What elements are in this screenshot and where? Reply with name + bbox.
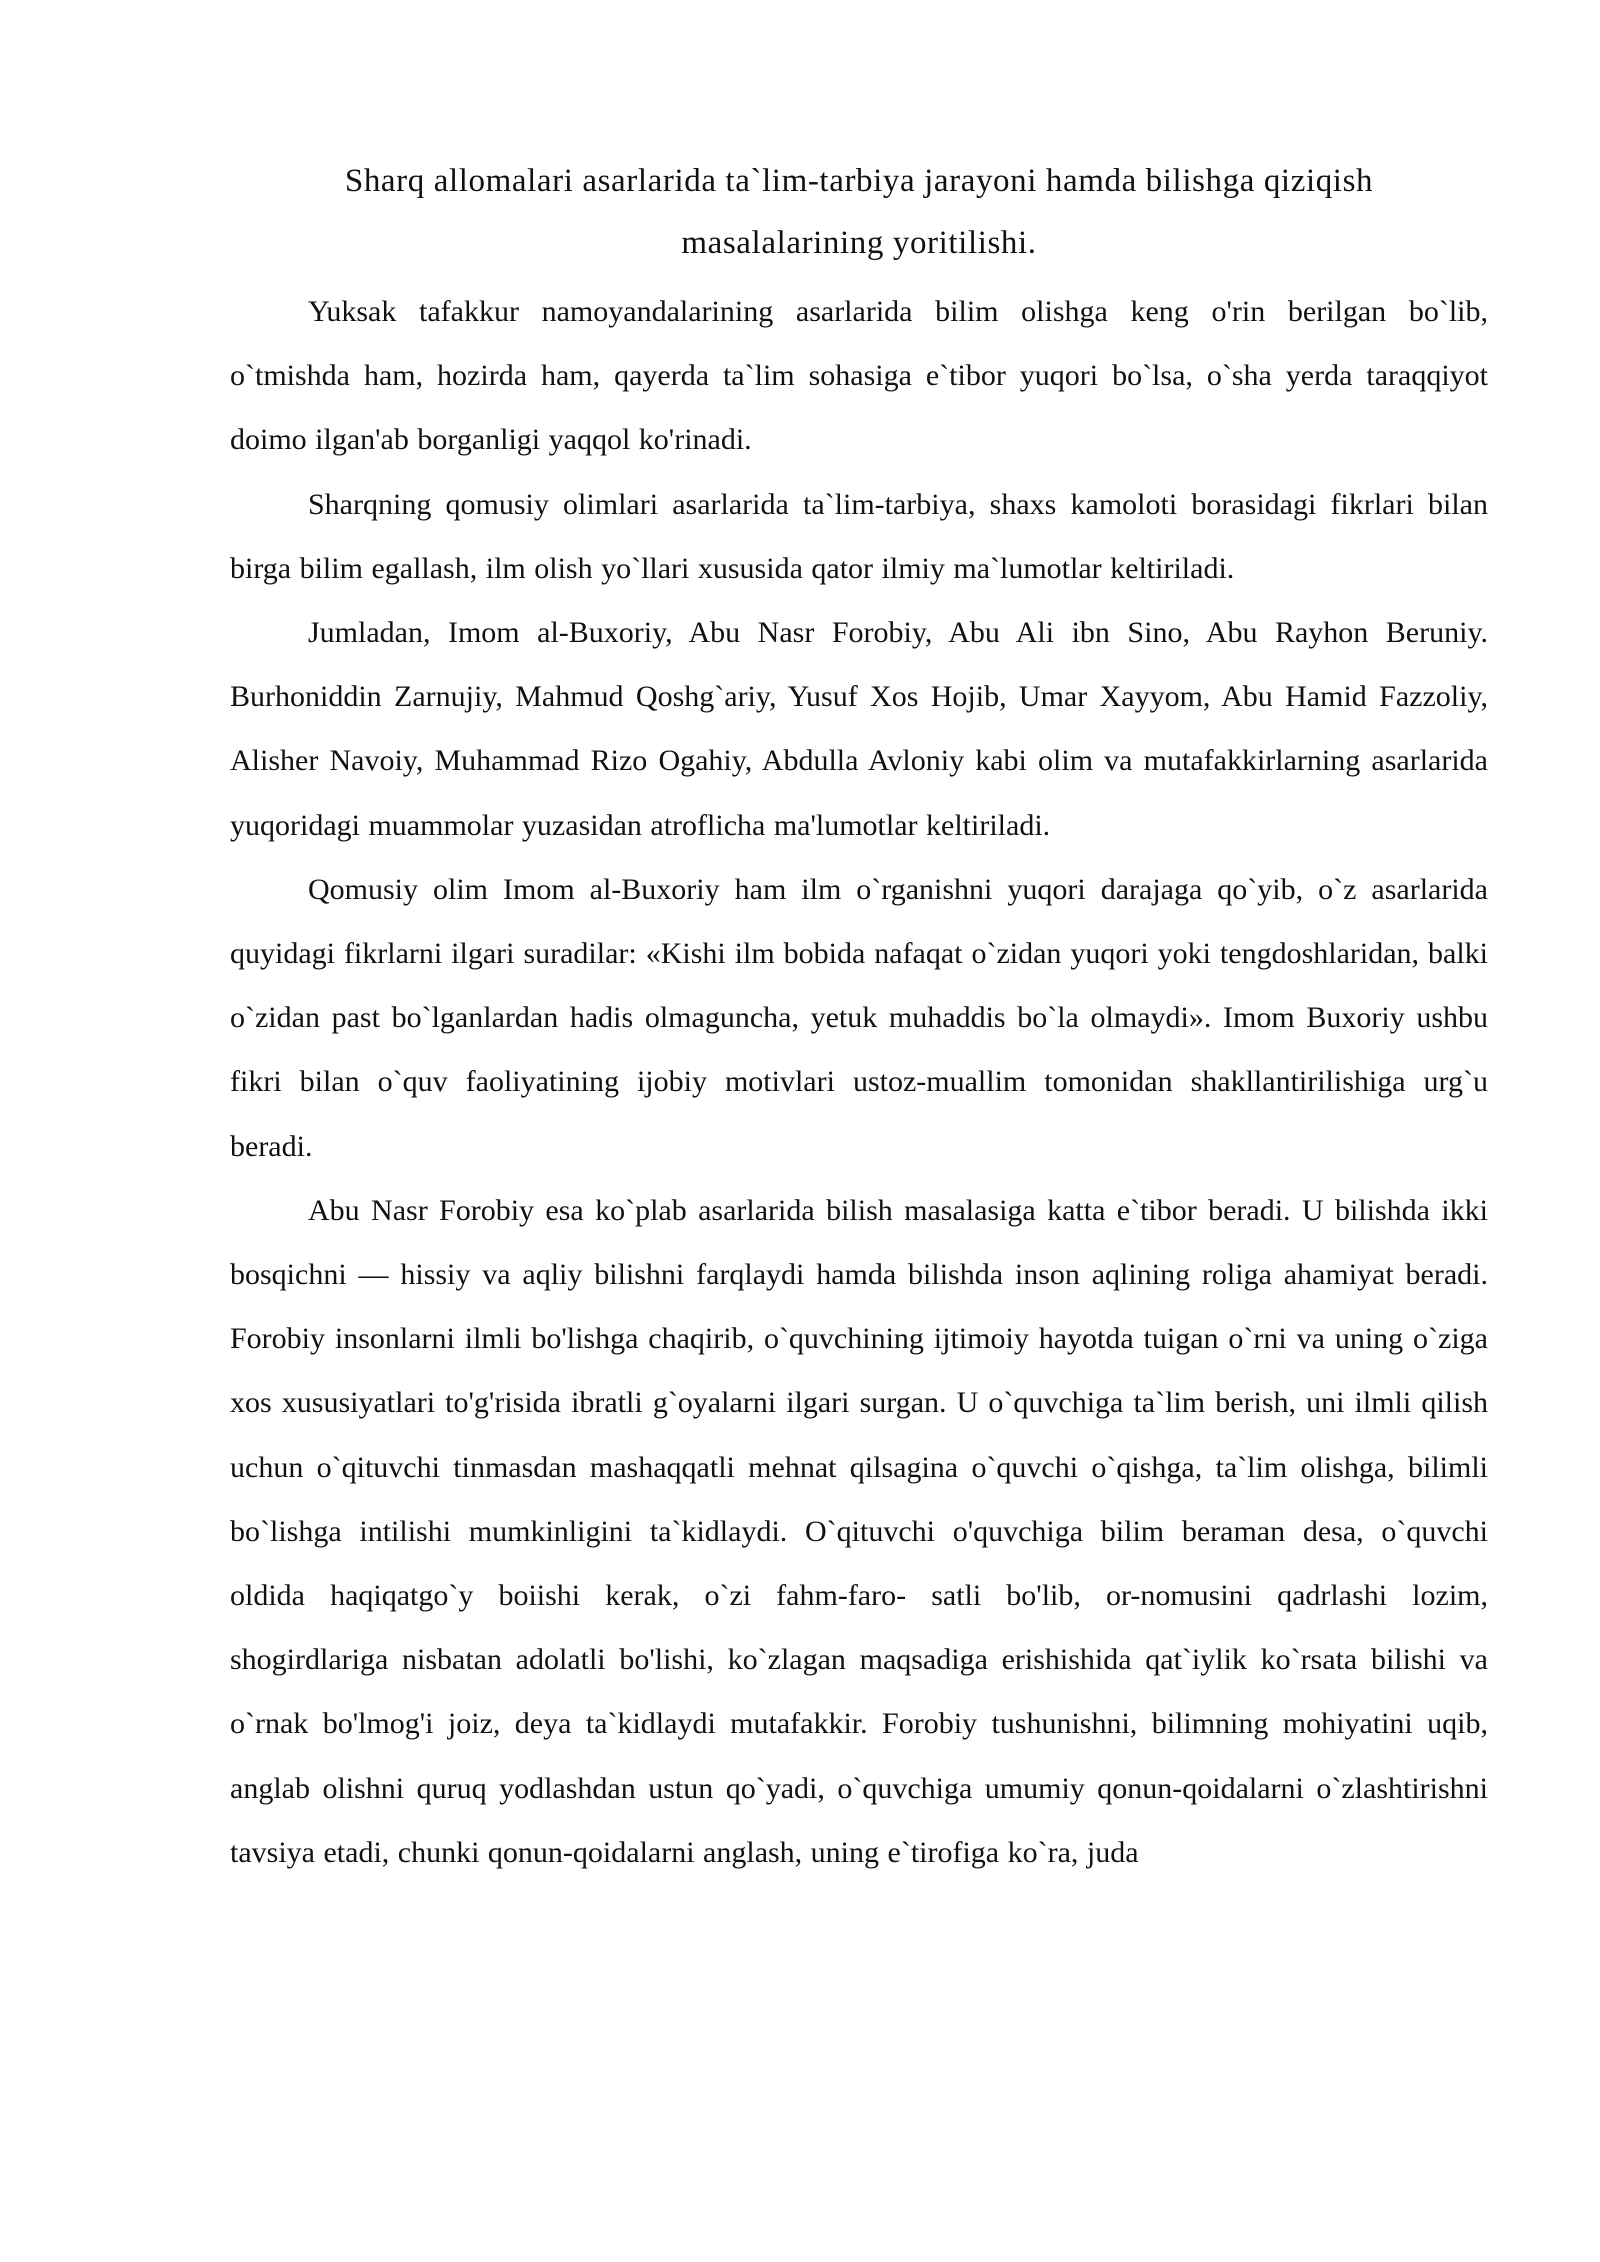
title-line-2: masalalarining yoritilishi.	[681, 225, 1037, 261]
paragraph-3: Jumladan, Imom al-Buxoriy, Abu Nasr Forobiy, Abu Ali ibn Sino, Abu Rayhon Beruniy. Burhoniddin Zarnujiy, Mahmud Qoshg`ariy, Yusuf Xos Hojib, Umar Xayyom, Abu Hamid Fazzoliy, Alisher Navoiy, Muhammad Rizo Ogahiy, Abdulla Avloniy kabi olim va mutafakkirlarning asarlarida yuqoridagi muammolar yuzasidan atroflicha ma'lumotlar keltiriladi.	[230, 616, 1488, 842]
paragraph-5: Abu Nasr Forobiy esa ko`plab asarlarida bilish masalasiga katta e`tibor beradi. U bilishda ikki bosqichni — hissiy va aqliy bilishni farqlaydi hamda bilishda inson aqlining roliga ahamiyat beradi. Forobiy insonlarni ilmli bo'lishga chaqirib, o`quvchining ijtimoiy hayotda tuigan o`rni va uning o`ziga xos xususiyatlari to'g'risida ibratli g`oyalarni ilgari surgan. U o`quvchiga ta`lim berish, uni ilmli qilish uchun o`qituvchi tinmasdan mashaqqatli mehnat qilsagina o`quvchi o`qishga, ta`lim olishga, bilimli bo`lishga intilishi mumkinligini ta`kidlaydi. O`qituvchi o'quvchiga bilim beraman desa, o`quvchi oldida haqiqatgo`y boiishi kerak, o`zi fahm-faro- satli bo'lib, or-nomusini qadrlashi lozim, shogirdlariga nisbatan adolatli bo'lishi, ko`zlagan maqsadiga erishishida qat`iylik ko`rsata bilishi va o`rnak bo'lmog'i joiz, deya ta`kidlaydi mutafakkir. Forobiy tushunishni, bilimning mohiyatini uqib, anglab olishni quruq yodlashdan ustun qo`yadi, o`quvchiga umumiy qonun-qoidalarni o`zlashtirishni tavsiya etadi, chunki qonun-qoidalarni anglash, uning e`tirofiga ko`ra, juda	[230, 1193, 1488, 1869]
document-page	[230, 150, 1488, 1885]
paragraph-1: Yuksak tafakkur namoyandalarining asarlarida bilim olishga keng o'rin berilgan bo`lib, o`tmishda ham, hozirda ham, qayerda ta`lim sohasiga e`tibor yuqori bo`lsa, o`sha yerda taraqqiyot doimo ilgan'ab borganligi yaqqol ko'rinadi.	[230, 295, 1488, 457]
title-line-1: Sharq allomalari asarlarida ta`lim-tarbiya jarayoni hamda bilishga qiziqish	[344, 163, 1374, 199]
document-title	[230, 150, 1488, 274]
paragraph-2: Sharqning qomusiy olimlari asarlarida ta`lim-tarbiya, shaxs kamoloti borasidagi fikrlari bilan birga bilim egallash, ilm olish yo`llari xususida qator ilmiy ma`lumotlar keltiriladi.	[230, 487, 1488, 585]
paragraph-4: Qomusiy olim Imom al-Buxoriy ham ilm o`rganishni yuqori darajaga qo`yib, o`z asarlarida quyidagi fikrlarni ilgari suradilar: «Kishi ilm bobida nafaqat o`zidan yuqori yoki tengdoshlaridan, balki o`zidan past bo`lganlardan hadis olmaguncha, yetuk muhaddis bo`la olmaydi». Imom Buxoriy ushbu fikri bilan o`quv faoliyatining ijobiy motivlari ustoz-muallim tomonidan shakllantirilishiga urg`u beradi.	[230, 872, 1488, 1163]
